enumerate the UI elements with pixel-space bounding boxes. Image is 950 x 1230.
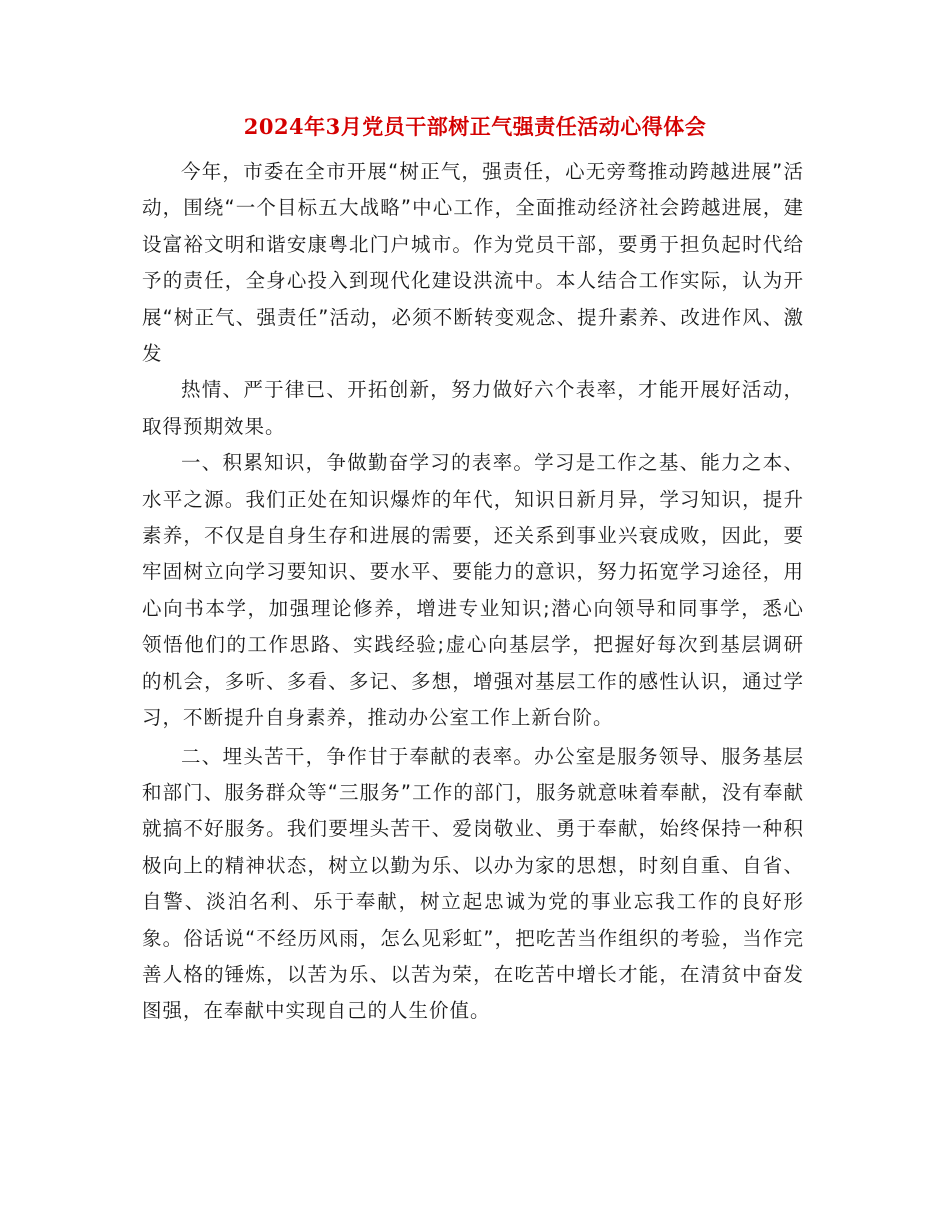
paragraph-intro-continued: 热情、严于律已、开拓创新，努力做好六个表率，才能开展好活动，取得预期效果。 bbox=[142, 378, 804, 438]
paragraph-intro: 今年，市委在全市开展“树正气，强责任，心无旁骛推动跨越进展”活动，围绕“一个目标五大战略”中心工作，全面推动经济社会跨越进展，建设富裕文明和谐安康粤北门户城市。作为党员干部，要勇于担负起时代给予的责任，全身心投入到现代化建设洪流中。本人结合工作实际，认为开展“树正气、强责任”活动，必须不断转变观念、提升素养、改进作风、激发 bbox=[142, 160, 804, 366]
document-body bbox=[142, 154, 804, 1030]
document-title: 2024年3月党员干部树正气强责任活动心得体会 bbox=[243, 114, 707, 139]
paragraph-section-one: 一、积累知识，争做勤奋学习的表率。学习是工作之基、能力之本、水平之源。我们正处在知识爆炸的年代，知识日新月异，学习知识，提升素养，不仅是自身生存和进展的需要，还关系到事业兴衰成败，因此，要牢固树立向学习要知识、要水平、要能力的意识，努力拓宽学习途径，用心向书本学，加强理论修养，增进专业知识;潜心向领导和同事学，悉心领悟他们的工作思路、实践经验;虚心向基层学，把握好每次到基层调研的机会，多听、多看、多记、多想，增强对基层工作的感性认识，通过学习，不断提升自身素养，推动办公室工作上新台阶。 bbox=[142, 451, 804, 730]
paragraph-section-two: 二、埋头苦干，争作甘于奉献的表率。办公室是服务领导、服务基层和部门、服务群众等“三服务”工作的部门，服务就意味着奉献，没有奉献就搞不好服务。我们要埋头苦干、爱岗敬业、勇于奉献，始终保持一种积极向上的精神状态，树立以勤为乐、以办为家的思想，时刻自重、自省、自警、淡泊名利、乐于奉献，树立起忠诚为党的事业忘我工作的良好形象。俗话说“不经历风雨，怎么见彩虹”，把吃苦当作组织的考验，当作完善人格的锤炼，以苦为乐、以苦为荣，在吃苦中增长才能，在清贫中奋发图强，在奉献中实现自己的人生价值。 bbox=[142, 744, 804, 1023]
